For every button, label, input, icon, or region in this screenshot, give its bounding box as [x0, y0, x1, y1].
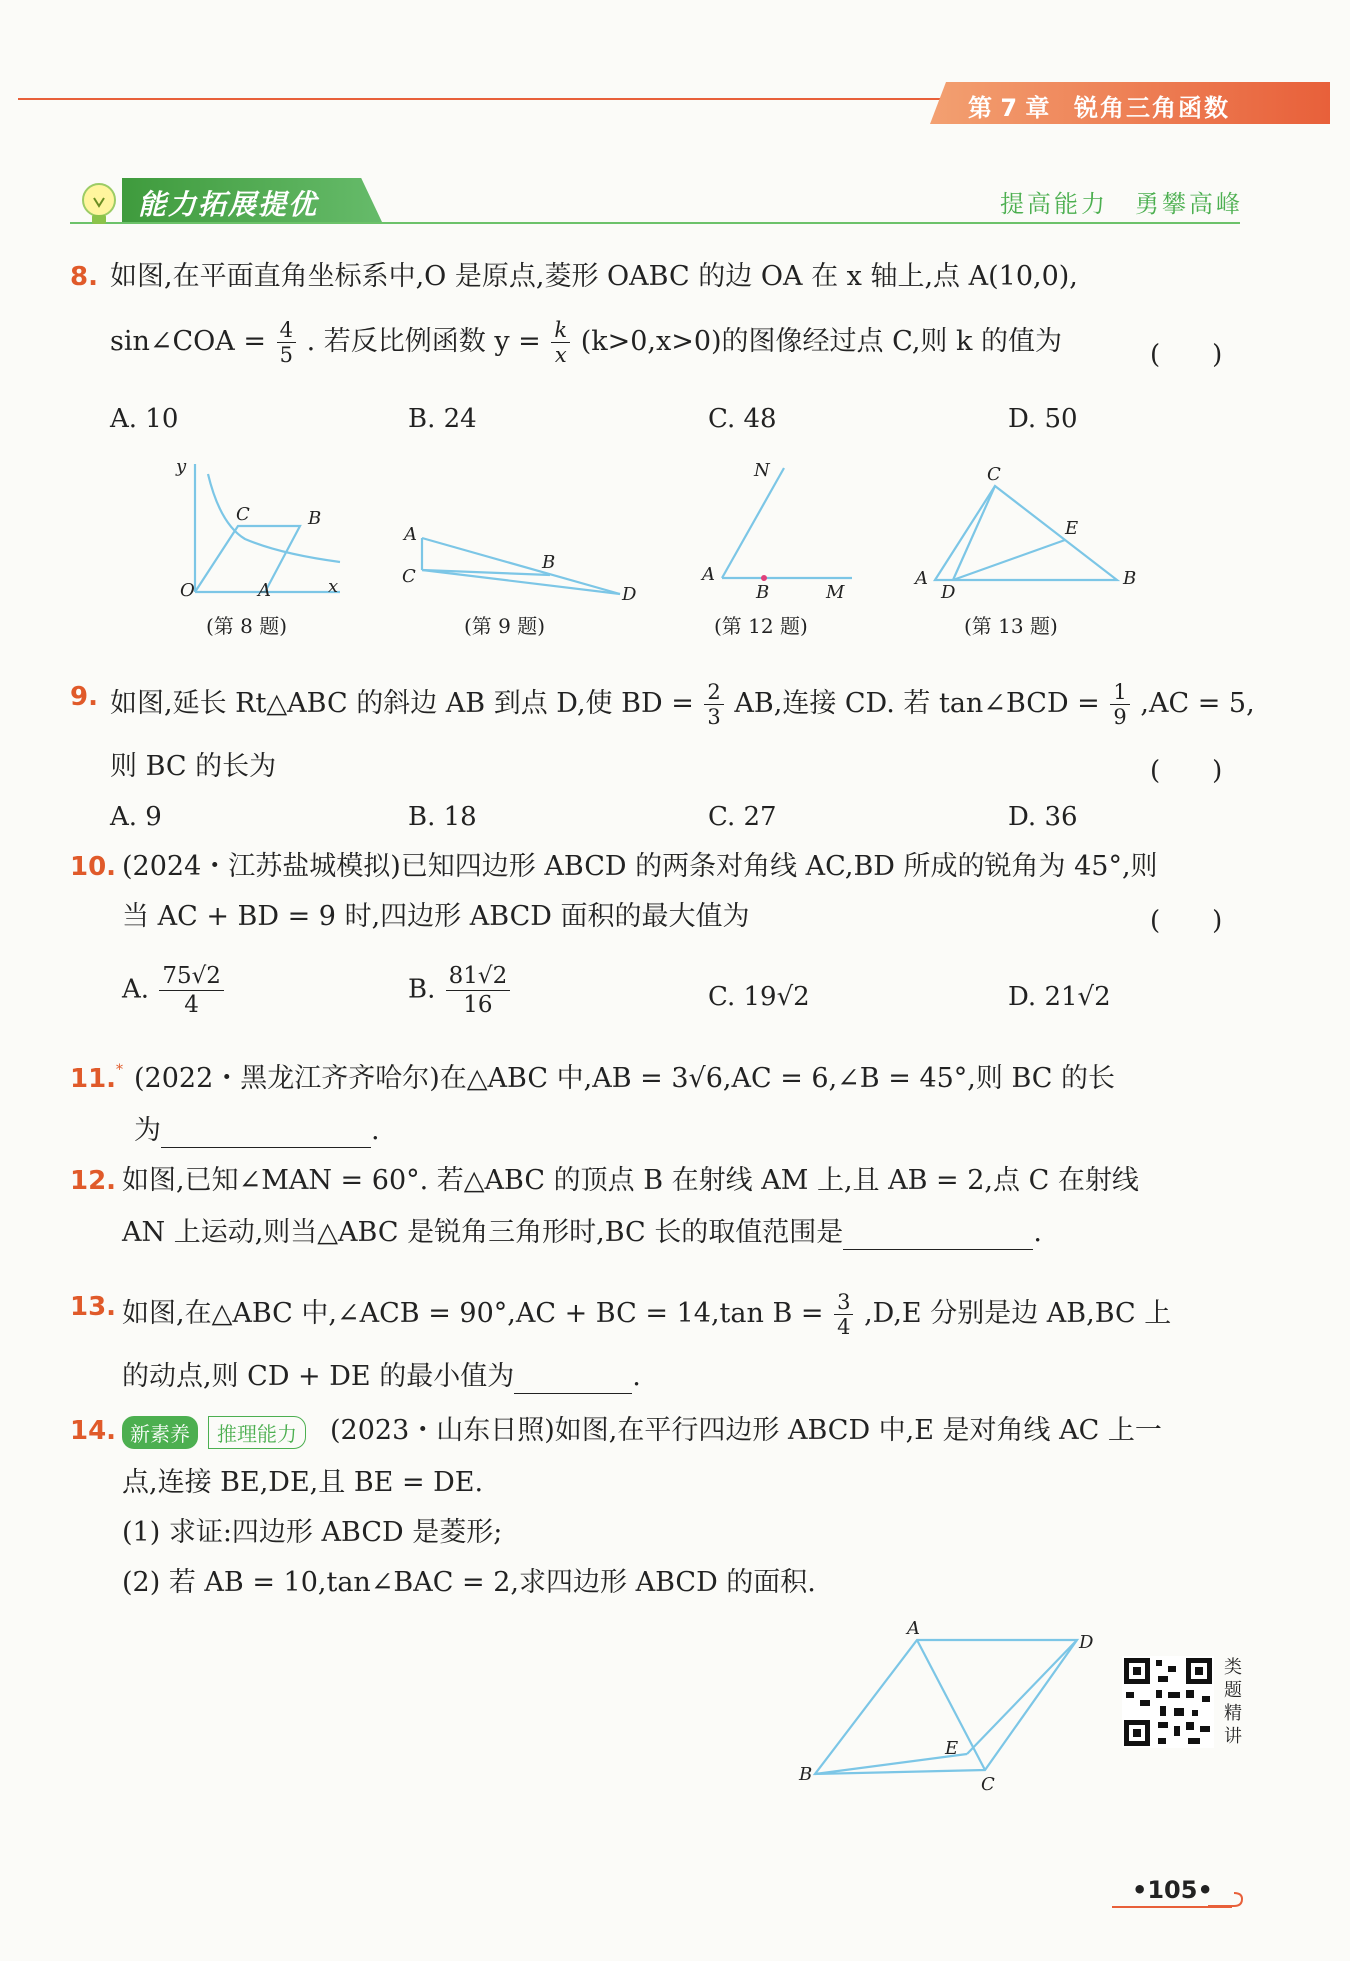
q10-line2: 当 AC + BD = 9 时,四边形 ABCD 面积的最大值为 [122, 901, 750, 932]
q8-line2-c: (k>0,x>0)的图像经过点 C,则 k 的值为 [580, 326, 1062, 357]
caption-q13: (第 13 题) [964, 614, 1058, 638]
q8-option-a: A. 10 [110, 404, 179, 434]
lightbulb-icon [74, 176, 124, 232]
caption-q9: (第 9 题) [464, 614, 546, 638]
q9-line1-b: AB,连接 CD. 若 tan∠BCD = [734, 688, 1100, 719]
q14-line2: 点,连接 BE,DE,且 BE = DE. [122, 1467, 484, 1498]
q12-line1: 如图,已知∠MAN = 60°. 若△ABC 的顶点 B 在射线 AM 上,且 AB = 2,点 C 在射线 [122, 1165, 1139, 1196]
svg-text:A: A [404, 524, 417, 545]
qr-code[interactable] [1122, 1656, 1214, 1748]
qr-label: 类题精讲 [1224, 1657, 1242, 1747]
q8-option-c: C. 48 [708, 404, 777, 434]
svg-text:B: B [799, 1764, 813, 1785]
q14-tag-new: 新素养 [122, 1416, 198, 1449]
svg-text:E: E [945, 1738, 959, 1759]
svg-text:C: C [236, 504, 250, 525]
section-slogan: 提高能力 勇攀高峰 [1000, 190, 1243, 218]
chapter-title: 锐角三角函数 [1074, 94, 1230, 122]
svg-text:C: C [981, 1774, 995, 1795]
q13-frac: $\frac{3}{4}$ [834, 1290, 853, 1339]
svg-text:A: A [702, 564, 715, 585]
q9-number: 9. [70, 682, 98, 712]
q9-line1 [110, 680, 1255, 729]
q10-option-c: C. 19√2 [708, 982, 810, 1012]
q13-line1: 如图,在△ABC 中,∠ACB = 90°,AC + BC = 14,tan B = $\frac{3}{4}$ ,D,E 分别是边 AB,BC 上 [122, 1290, 1172, 1339]
q9-frac1: $\frac{2}{3}$ [704, 680, 723, 729]
q9-answer-paren: ( ) [1150, 756, 1223, 786]
q8-number: 8. [70, 262, 98, 292]
footer-curl [1206, 1890, 1246, 1916]
q14-part1: (1) 求证:四边形 ABCD 是菱形; [122, 1517, 503, 1548]
q14-line1: (2023・山东日照)如图,在平行四边形 ABCD 中,E 是对角线 AC 上一 [330, 1415, 1162, 1446]
svg-text:E: E [1065, 518, 1079, 539]
q8-line2 [110, 318, 1062, 367]
q9-option-c: C. 27 [708, 802, 777, 832]
q9-option-b: B. 18 [408, 802, 477, 832]
q10-option-b: B. $\frac{81√2}{16}$ [408, 962, 512, 1019]
caption-q8: (第 8 题) [206, 614, 288, 638]
figure-q13 [905, 462, 1145, 606]
svg-text:C: C [402, 566, 416, 587]
q13-answer-blank[interactable] [514, 1367, 632, 1394]
svg-text:B: B [542, 552, 556, 573]
svg-text:D: D [622, 584, 637, 600]
q9-line2: 则 BC 的长为 [110, 751, 277, 782]
svg-text:B: B [308, 508, 322, 529]
svg-text:O: O [180, 580, 195, 601]
q10-line1: (2024・江苏盐城模拟)已知四边形 ABCD 的两条对角线 AC,BD 所成的锐角为 45°,则 [122, 851, 1158, 882]
q9-option-d: D. 36 [1008, 802, 1078, 832]
q8-frac2: $\frac{k}{x}$ [551, 318, 570, 367]
q9-option-a: A. 9 [110, 802, 162, 832]
page-number: •105• [1132, 1876, 1213, 1904]
q10-option-d: D. 21√2 [1008, 982, 1111, 1012]
q11-line1: (2022・黑龙江齐齐哈尔)在△ABC 中,AB = 3√6,AC = 6,∠B = 45°,则 BC 的长 [134, 1063, 1116, 1094]
section-title: 能力拓展提优 [138, 188, 319, 221]
q14-part2: (2) 若 AB = 10,tan∠BAC = 2,求四边形 ABCD 的面积. [122, 1567, 816, 1598]
svg-text:A: A [915, 568, 928, 589]
q14-tag-reasoning: 推理能力 [208, 1416, 306, 1449]
q8-answer-paren: ( ) [1150, 340, 1223, 370]
q11-answer-blank[interactable] [161, 1121, 371, 1148]
q8-option-d: D. 50 [1008, 404, 1078, 434]
svg-text:D: D [1079, 1632, 1094, 1653]
q12-number: 12. [70, 1166, 117, 1196]
figure-q14 [795, 1618, 1115, 1802]
q11-star: * [116, 1062, 123, 1078]
svg-text:N: N [754, 460, 770, 481]
q9-line1-c: ,AC = 5, [1140, 688, 1255, 719]
q11-number: 11. [70, 1064, 117, 1094]
q10-number: 10. [70, 852, 117, 882]
svg-text:D: D [941, 582, 956, 602]
caption-q12: (第 12 题) [714, 614, 808, 638]
q12-line2: AN 上运动,则当△ABC 是锐角三角形时,BC 长的取值范围是 . [122, 1217, 1042, 1248]
svg-text:B: B [756, 582, 770, 603]
q12-answer-blank[interactable] [843, 1223, 1033, 1250]
q13-number: 13. [70, 1292, 117, 1322]
q8-option-b: B. 24 [408, 404, 477, 434]
q8-line2-a: sin∠COA = [110, 326, 267, 357]
svg-text:A: A [258, 580, 271, 601]
figure-q12 [692, 458, 872, 607]
svg-text:M: M [826, 582, 845, 603]
figure-q8 [170, 454, 350, 608]
svg-text:C: C [987, 464, 1001, 485]
q11-line2: 为 . [134, 1115, 380, 1146]
q9-line1-a: 如图,延长 Rt△ABC 的斜边 AB 到点 D,使 BD = [110, 688, 694, 719]
svg-text:B: B [1123, 568, 1137, 589]
svg-text:x: x [328, 576, 339, 597]
chapter-number: 第 7 章 [968, 94, 1050, 122]
q14-number: 14. [70, 1416, 117, 1446]
q8-line2-b: . 若反比例函数 y = [306, 326, 541, 357]
q8-frac1: $\frac{4}{5}$ [277, 318, 296, 367]
q9-frac2: $\frac{1}{9}$ [1110, 680, 1129, 729]
q10-answer-paren: ( ) [1150, 906, 1223, 936]
svg-text:y: y [176, 456, 187, 477]
q13-line2: 的动点,则 CD + DE 的最小值为 . [122, 1361, 641, 1392]
q10-option-a: A. $\frac{75√2}{4}$ [122, 962, 226, 1019]
svg-text:A: A [907, 1618, 920, 1639]
q8-line1: 如图,在平面直角坐标系中,O 是原点,菱形 OABC 的边 OA 在 x 轴上,点 A(10,0), [110, 261, 1078, 292]
figure-q9 [400, 520, 640, 604]
